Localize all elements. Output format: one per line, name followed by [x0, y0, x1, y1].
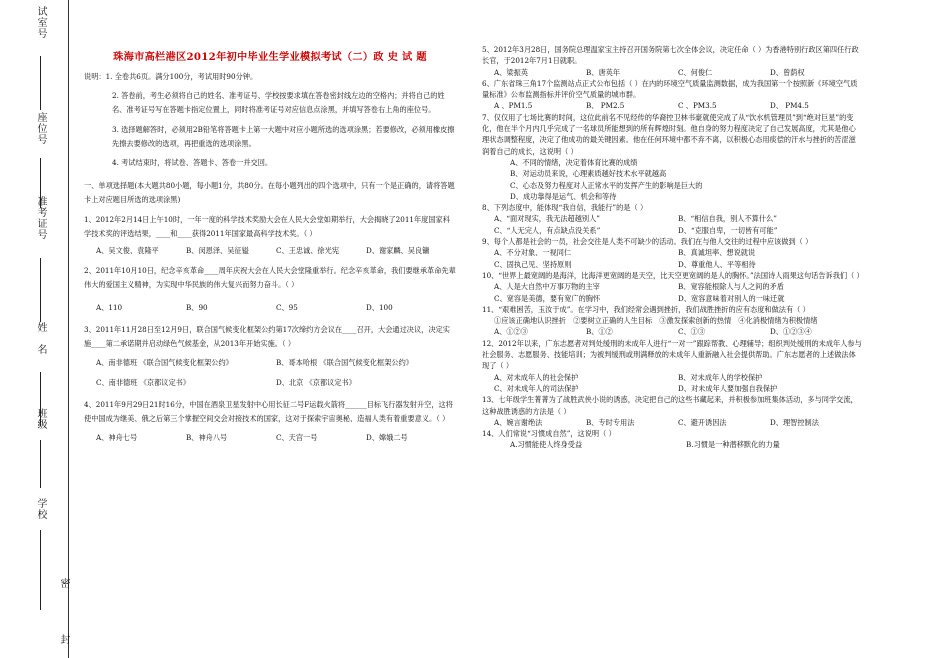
question-9-options	[482, 247, 862, 270]
field-line-exam-room	[40, 56, 41, 110]
field-line-admission-number	[40, 258, 41, 322]
option: D、嫦娥二号	[366, 433, 408, 443]
option: D、①②③④	[770, 327, 812, 337]
question-10-options	[482, 281, 862, 304]
option: D、北京 《京都议定书》	[276, 377, 356, 387]
option: B、专时专用法	[586, 417, 635, 427]
instruction-2: 2. 答卷前，考生必须将自己的姓名、准考证号、学校按要求填在答卷密封线左边的空格内；并将自己的姓名、准考证号写在答题卡指定位置上，同时将准考证号对应信息点涂黑，并填写答卷右上角的座位号。	[112, 90, 445, 114]
option: A、“面对现实，我无法超越别人”	[494, 214, 600, 224]
seal-line	[68, 0, 69, 658]
option: C、避开诱因法	[678, 417, 727, 427]
question-7: 7、仅仅用了七场比赛的时间，这位此前名不见经传的华裔控卫林书豪就使完成了从“饮水机管理员”到“绝对巨星”的变化，他在半个月内几乎完成了一名球员所能想到的所有辉煌时刻。他自身的努力程度决定了自己发展高度，尤其是他心理状态调整程度，决定了他成功的最关键因素。他在任何环境中都不弃不离，以积极心态用痰偿的汗水与挫折的苦涩滋润着自己的成长，这说明（ ）	[482, 112, 856, 156]
option: A、神舟七号	[96, 433, 138, 443]
option: D、对未成年人要加强自我保护	[678, 383, 778, 393]
option: A 、PM1.5	[494, 101, 533, 111]
question-1-options	[84, 245, 456, 256]
question-6-options	[482, 100, 862, 111]
option: C 、PM3.5	[678, 101, 717, 111]
question-14: 14、人们常说“习惯成自然”，这说明（ ）	[482, 429, 616, 439]
field-line-class	[40, 440, 41, 488]
option: A、不同的情绪，决定着体育比赛的成绩	[510, 157, 638, 167]
question-11: 11、“艰难困苦，玉汝于成”。在学习中，我们经常会遇到挫折，我们战胜挫折的应有态度和做法有（ ）	[482, 304, 810, 314]
option: C、①③	[678, 327, 706, 337]
option: D、100	[366, 303, 393, 313]
option: B、闵恩泽、吴征镒	[186, 245, 249, 255]
option: D、谢家麟、吴良镛	[366, 245, 430, 255]
option: B、90	[186, 303, 208, 313]
option: B.习惯是一种潜移默化的力量	[686, 440, 780, 450]
option: D、宽容意味着对别人的一味迁就	[678, 293, 785, 303]
question-5-options	[482, 67, 862, 78]
option: D、 PM4.5	[770, 101, 809, 111]
question-1: 1、2012年2月14日上午10时，一年一度的科学技术奖励大会在人民大会堂如期举行，大会揭晓了2011年度国家科学技术奖的评选结果，____和____获得2011年国家最高科学技术奖。（ ）	[84, 214, 450, 238]
question-4-options	[84, 432, 456, 443]
option: C、固执己见、坚持原则	[494, 259, 572, 269]
seal-char-mi: 密	[58, 578, 69, 588]
option: B、宽容能根除人与人之间的矛盾	[678, 282, 784, 292]
option: A、吴文俊、袁隆平	[96, 245, 159, 255]
option: C、王忠诚、徐光宪	[276, 245, 340, 255]
question-6: 6、广东省珠三角17个监测站点正式公布包括（ ）在内的环境空气质量监测数据，成为我国第一个按照新《环境空气质量标准》公布监测指标并评价空气质量的城市群。	[482, 78, 858, 100]
option: C、南非德班 《京都议定书》	[96, 377, 191, 387]
option: B、 PM2.5	[586, 101, 625, 111]
question-13: 13、七年级学生菁菁为了战胜武侠小说的诱惑，决定把自己的这些书藏起来，并积极参加班集体活动，多与同学交流，这种战胜诱惑的方法是（ ）	[482, 395, 858, 416]
option: C、对未成年人的司法保护	[494, 383, 579, 393]
option: A.习惯能使人终身受益	[510, 440, 583, 450]
option: A、人是大自然中万事万物的主宰	[494, 282, 600, 292]
label-name: 姓 名	[35, 322, 46, 355]
question-5: 5、2012年3月28日，国务院总理温家宝主持召开国务院第七次全体会议，决定任命（ ）为香港特别行政区第四任行政长官，于2012年7月1日就职。	[482, 45, 859, 66]
option: A、南非德班 《联合国气候变化框架公约》	[96, 358, 233, 368]
question-4: 4、2011年9月29日21时16分，中国在酒泉卫星发射中心用长征二号F运载火箭将______目标飞行器发射升空，这将使中国成为继美、俄之后第三个掌握空间交会对接技术的国家，这对于探索宇宙奥秘、造福人类有着重要意义。（ ）	[84, 400, 453, 424]
option: B、“相信自我，别人不算什么”	[678, 214, 777, 224]
right-column	[482, 44, 862, 451]
question-11-items: ①应该正确地认识挫折 ②要树立正确的人生目标 ③激发探索创新的热情 ④化消极情绪为积极情绪	[494, 316, 818, 326]
question-8: 8、下列态度中，能体现“我自信，我能行”的是（ ）	[482, 203, 648, 213]
option: B、对运动员来说，心理素质越好技术水平就越高	[510, 169, 667, 179]
label-exam-room: 试室号	[35, 6, 46, 39]
option: D、尊重他人、平等相待	[678, 259, 756, 269]
question-2: 2、2011年10月10日，纪念辛亥革命____周年庆祝大会在人民大会堂隆重举行。纪念辛亥革命，我们要继承革命先辈伟大的爱国主义精神，为实现中华民族的伟大复兴而努力奋斗。（ ）	[84, 266, 456, 290]
option: A、梁振英	[494, 67, 528, 77]
exam-title: 珠海市高栏港区2012年初中毕业生学业模拟考试（二）政 史 试 题	[113, 51, 427, 63]
option: A、对未成年人的社会保护	[494, 372, 579, 382]
question-9: 9、每个人都是社会的一员，社会交往是人类不可缺少的活动。我们在与他人交往的过程中应该做到（ ）	[482, 237, 813, 247]
instruction-4: 4. 考试结束时，将试卷、答题卡、答卷一并交回。	[112, 157, 273, 167]
label-class: 班级	[35, 408, 46, 430]
question-13-options	[482, 417, 862, 428]
option: D、成功靠得是运气、机会和等待	[510, 191, 617, 201]
option: C、何俊仁	[678, 67, 713, 77]
instruction-3: 3. 选择题解答时，必须用2B铅笔将答题卡上第一大题中对应小题所选的选项涂黑；若要修改，必须用橡皮擦先擦去要修改的选项，再把重选的选项涂黑。	[112, 124, 455, 148]
binding-margin	[0, 0, 78, 658]
question-11-options	[482, 326, 862, 337]
option: D、“克服自卑，一切皆有可能”	[678, 225, 778, 235]
section-heading: 一、单项选择题(本大题共80小题，每小题1分，共80分。在每小题列出的四个选项中，只有一个是正确的，请将答题卡上对应题目所选的选项涂黑)	[84, 180, 455, 204]
label-seat-number: 座位号	[35, 112, 46, 145]
option: B、唐英年	[586, 67, 621, 77]
label-admission-number: 准考证号	[35, 196, 46, 240]
question-3-options	[84, 357, 456, 388]
option: B、真诚坦率、想说就说	[678, 248, 756, 258]
option: C、95	[276, 303, 298, 313]
label-school: 学校	[35, 498, 46, 520]
option: B、哥本哈根 《联合国气候变化框架公约》	[276, 358, 413, 368]
question-12-options	[482, 372, 862, 395]
question-10: 10、“世界上最宽阔的是海洋，比海洋更宽阔的是天空，比天空更宽阔的是人的胸怀。”法国诗人雨果这句话告诉我们（ ）	[482, 270, 864, 280]
option: B、对未成年人的学校保护	[678, 372, 763, 382]
instruction-1: 说明：1. 全卷共6页。满分100分，考试用时90分钟。	[84, 72, 258, 82]
option: B、①②	[586, 327, 613, 337]
question-14-options	[482, 439, 862, 450]
seal-char-feng: 封	[58, 634, 69, 644]
option: C、心态及努力程度对人正常水平的发挥产生的影响是巨大的	[510, 180, 703, 190]
field-line-school	[40, 530, 41, 610]
question-8-options	[482, 213, 862, 236]
question-2-options	[84, 302, 456, 313]
option: C、天宫一号	[276, 433, 318, 443]
option: A、婉言谢绝法	[494, 417, 543, 427]
option: A、不分对象、一视同仁	[494, 248, 572, 258]
option: A、①②③	[494, 327, 528, 337]
option: C、宽容是美德，要有宽广的胸怀	[494, 293, 601, 303]
question-12: 12、2012年以来，广东志愿者对判处缓刑的未成年人进行“一对一”跟踪帮教、心理辅导；组织判处缓刑的未成年人参与社会服务、志愿服务、技能培训；为被判缓刑或刑满释放的未成年人重新融入社会提供帮助。广东志愿者的上述做法体现了（ ）	[482, 338, 862, 371]
left-column	[84, 52, 456, 443]
question-3: 3、2011年11月28日至12月9日，联合国气候变化框架公约第17次缔约方会议在____召开，大会通过决议，决定实施____第二承诺期并启动绿色气候基金，从2013年开始实施。（ ）	[84, 325, 450, 349]
option: D、曾荫权	[770, 67, 805, 77]
option: A、110	[96, 303, 123, 313]
option: B、神舟八号	[186, 433, 228, 443]
option: C、“人无完人，有点缺点没关系”	[494, 225, 601, 235]
option: D、理智控制法	[770, 417, 819, 427]
